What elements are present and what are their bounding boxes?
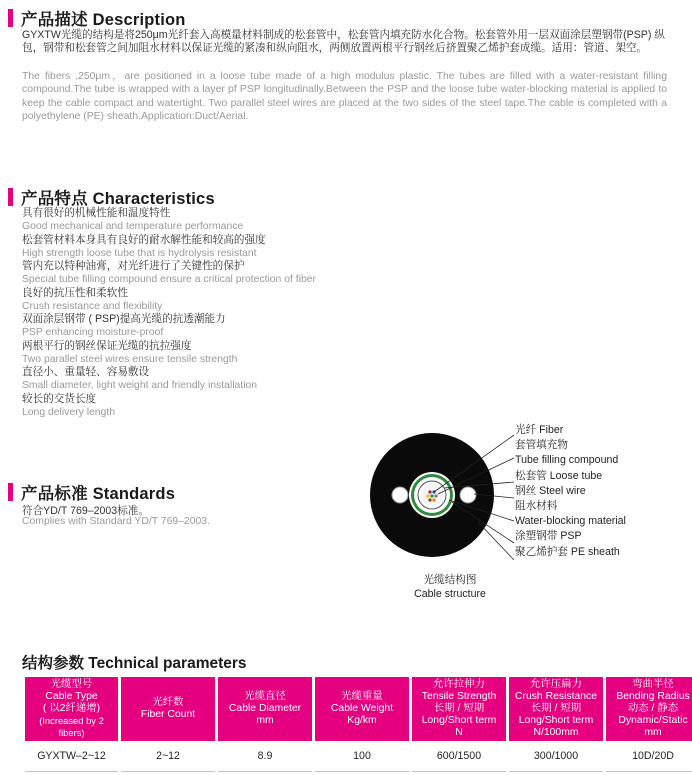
header-line: N/100mm <box>533 727 579 738</box>
list-item <box>22 234 442 261</box>
item-cn: 两根平行的钢丝保证光缆的抗拉强度 <box>22 339 192 352</box>
callout-loose-tube: 松套管 Loose tube <box>515 469 603 482</box>
table-cell: 2~12 <box>121 741 215 772</box>
header-line: ( 以2纤递增) <box>42 703 101 714</box>
header-line: Kg/km <box>347 715 377 726</box>
item-cn: 管内充以特种油膏，对光纤进行了关键性的保护 <box>22 260 245 272</box>
parameters-table <box>22 677 692 772</box>
header-line: mm <box>644 727 662 738</box>
item-en: Good mechanical and temperature performance <box>22 221 244 232</box>
item-en: Long delivery length <box>22 406 116 418</box>
header-line: Long/Short term <box>421 715 497 726</box>
table-cell: GYXTW–2~12 <box>25 741 118 772</box>
structure-callouts <box>515 423 685 560</box>
header-line: (Increased by 2 fibers) <box>39 715 104 738</box>
description-title: 产品描述 Description <box>21 11 186 29</box>
header-line: Cable Type <box>45 691 98 702</box>
description-en: The fibers ,250μm，are positioned in a loose tube made of a high modulus plastic. The tubes are filled with a water-resistant filling compound.The tube is wrapped with a layer pf PSP longitudinally.Between the PSP and the loose tube water-blocking material is applied to keep the cable compact and watertight. Two parallel steel wires are placed at the two sides of the steel tape.The cable is completed with a polyethylene (PE) sheath.Application:Duct/Aerial. <box>22 71 667 123</box>
table-cell: 600/1500 <box>412 741 506 772</box>
header-line: 光纤数 <box>152 697 184 708</box>
item-en: PSP enhancing moisture-proof <box>22 327 164 338</box>
item-en: Special tube filling compound ensure a critical protection of fiber <box>22 274 316 285</box>
cable-cross-section-diagram <box>360 420 520 570</box>
header-line: mm <box>256 715 274 726</box>
header-line: 光缆型号 <box>50 679 93 690</box>
header-line: 光缆直径 <box>244 691 286 702</box>
fiber <box>428 498 431 501</box>
heading-accent-bar <box>8 188 13 206</box>
fiber <box>426 494 429 497</box>
table-body <box>25 741 692 772</box>
item-cn: 双面涂层钢带 ( PSP)提高光缆的抗透潮能力 <box>22 313 226 325</box>
description-cn: GYXTW光缆的结构是将250μm光纤套入高模量材料制成的松套管中，松套管内填充防水化合物。松套管外用一层双面涂层塑钢带(PSP) 纵包，钢带和松套管之间加阻水材料以保证光缆的紧凑和纵向阻水，两侧放置两根平行钢丝后挤置聚乙烯护套成缆。适用：管道、架空。 <box>22 29 665 55</box>
item-cn: 较长的交货长度 <box>22 392 97 405</box>
table-header-row <box>25 677 692 741</box>
column-header <box>315 677 409 741</box>
callout-fiber: 光纤 Fiber <box>515 424 564 436</box>
list-item <box>22 366 442 393</box>
header-line: Bending Radius <box>616 691 690 702</box>
header-line: Long/Short term <box>518 715 594 726</box>
standards-en: Complies with Standard YD/T 769–2003. <box>22 516 210 527</box>
column-header <box>606 677 692 741</box>
table-cell: 10D/20D <box>606 741 692 772</box>
heading-accent-bar <box>8 9 13 27</box>
list-item <box>22 313 442 340</box>
list-item <box>22 260 442 287</box>
item-cn: 具有很好的机械性能和温度特性 <box>22 207 171 219</box>
header-line: Fiber Count <box>140 709 196 720</box>
item-en: Two parallel steel wires ensure tensile strength <box>22 353 238 365</box>
fiber <box>430 494 433 497</box>
characteristics-list <box>22 207 442 419</box>
callout-filling-cn: 套管填充物 <box>515 439 568 452</box>
standards-cn: 符合YD/T 769–2003标准。 <box>22 505 149 517</box>
diagram-caption <box>395 573 505 601</box>
header-line: 弯曲半径 <box>632 679 674 690</box>
header-line: Cable Weight <box>330 703 394 714</box>
table-cell: 300/1000 <box>509 741 603 772</box>
header-line: 光缆重量 <box>341 691 383 702</box>
fiber <box>434 494 437 497</box>
characteristics-title: 产品特点 Characteristics <box>21 190 215 208</box>
fiber <box>428 490 431 493</box>
item-cn: 直径小、重量轻、容易敷设 <box>22 366 150 378</box>
callout-pe-sheath: 聚乙烯护套 PE sheath <box>515 545 620 558</box>
steel-wire-left <box>392 487 408 503</box>
header-line: 长期 / 短期 <box>433 703 485 714</box>
callout-water-blocking-cn: 阻水材料 <box>515 500 558 513</box>
steel-wire-right <box>460 487 476 503</box>
description-heading <box>8 6 186 30</box>
caption-cn: 光缆结构图 <box>423 574 477 586</box>
header-line: Dynamic/Static <box>618 715 688 726</box>
callout-psp: 涂塑钢带 PSP <box>515 530 582 543</box>
header-line: N <box>455 727 463 738</box>
column-header <box>121 677 215 741</box>
header-line: 允许压扁力 <box>530 679 582 690</box>
parameters-title: 结构参数 Technical parameters <box>22 655 247 672</box>
list-item <box>22 340 442 367</box>
heading-accent-bar <box>8 483 13 501</box>
fiber <box>432 498 435 501</box>
item-en: Crush resistance and flexibility <box>22 300 163 312</box>
callout-steel-wire: 钢丝 Steel wire <box>515 484 586 497</box>
item-en: High strength loose tube that is hydrolysis resistant <box>22 247 257 259</box>
table-cell: 8.9 <box>218 741 312 772</box>
callout-water-blocking-en: Water-blocking material <box>515 515 626 528</box>
callout-filling-en: Tube filling compound <box>515 454 619 467</box>
item-cn: 良好的抗压性和柔软性 <box>22 286 128 299</box>
list-item <box>22 207 442 234</box>
column-header <box>509 677 603 741</box>
table-row <box>25 741 692 772</box>
column-header <box>218 677 312 741</box>
table-cell: 100 <box>315 741 409 772</box>
item-en: Small diameter, light weight and friendly installation <box>22 380 258 391</box>
header-line: Crush Resistance <box>514 691 597 702</box>
list-item <box>22 287 442 314</box>
column-header <box>412 677 506 741</box>
header-line: 长期 / 短期 <box>530 703 582 714</box>
header-line: 允许拉伸力 <box>433 679 485 690</box>
list-item <box>22 393 442 420</box>
characteristics-heading <box>8 185 215 209</box>
header-line: Tensile Strength <box>421 691 497 702</box>
standards-title: 产品标准 Standards <box>21 485 176 503</box>
header-line: Cable Diameter <box>228 703 302 714</box>
item-cn: 松套管材料本身具有良好的耐水解性能和较高的强度 <box>22 233 266 246</box>
header-line: 动态 / 静态 <box>627 703 679 714</box>
column-header <box>25 677 118 741</box>
standards-heading <box>8 480 175 504</box>
caption-en: Cable structure <box>414 588 486 600</box>
